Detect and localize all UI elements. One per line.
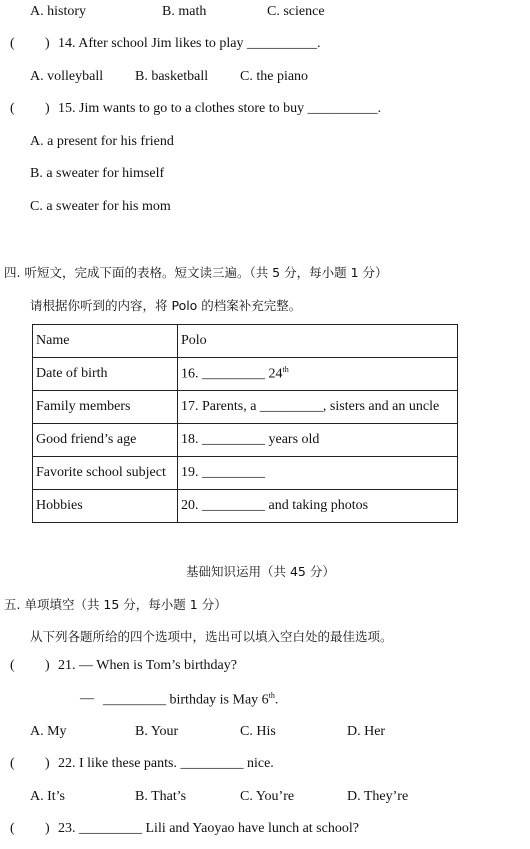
table-label-cell: Good friend’s age	[33, 424, 178, 457]
q21-answer-text: _________ birthday is May 6	[103, 692, 269, 708]
table-label-cell: Family members	[33, 391, 178, 424]
section5-heading: 五. 单项填空（共 15 分，每小题 1 分）	[4, 597, 227, 612]
table-value-cell: Polo	[178, 325, 458, 358]
table-value-cell: 19. _________	[178, 457, 458, 490]
q23-answer-paren-open: (	[10, 821, 15, 836]
q14-answer-paren-open: (	[10, 36, 15, 51]
part-title: 基础知识运用（共 45 分）	[186, 564, 335, 579]
table-row	[33, 457, 458, 490]
q14-option-b: B. basketball	[135, 69, 209, 84]
q13-option-a: A. history	[30, 4, 86, 19]
table-row	[33, 490, 458, 523]
q22-option-c: C. You’re	[240, 789, 295, 804]
q22-answer-paren-close: )	[45, 756, 50, 771]
q13-option-b: B. math	[162, 4, 207, 19]
q21-answer-dash: —	[80, 691, 94, 706]
q22-option-d: D. They’re	[347, 789, 409, 804]
section4-instruction: 请根据你听到的内容，将 Polo 的档案补充完整。	[30, 298, 302, 313]
q13-option-c: C. science	[267, 4, 325, 19]
table-value-cell: 18. _________ years old	[178, 424, 458, 457]
q23-answer-paren-close: )	[45, 821, 50, 836]
table-value-cell: 17. Parents, a _________, sisters and an uncle	[178, 391, 458, 424]
table-row	[33, 424, 458, 457]
q21-answer-paren-open: (	[10, 658, 15, 673]
polo-profile-table	[32, 324, 458, 523]
table-value-cell: 20. _________ and taking photos	[178, 490, 458, 523]
section4-heading: 四. 听短文，完成下面的表格。短文读三遍。（共 5 分，每小题 1 分）	[4, 265, 388, 280]
table-value-cell	[178, 358, 458, 391]
table-label-cell: Favorite school subject	[33, 457, 178, 490]
q15-question: 15. Jim wants to go to a clothes store to buy __________.	[58, 101, 382, 116]
q21-option-b: B. Your	[135, 724, 179, 739]
q14-option-a: A. volleyball	[30, 69, 104, 84]
q15-answer-paren-open: (	[10, 101, 15, 116]
q21-answer-paren-close: )	[45, 658, 50, 673]
q15-option-a: A. a present for his friend	[30, 134, 174, 149]
table-label-cell: Date of birth	[33, 358, 178, 391]
q22-option-b: B. That’s	[135, 789, 187, 804]
ordinal-suffix: th	[268, 691, 275, 700]
q22-answer-paren-open: (	[10, 756, 15, 771]
q21-option-c: C. His	[240, 724, 276, 739]
q15-option-c: C. a sweater for his mom	[30, 199, 171, 214]
q21-answer-period: .	[274, 692, 279, 708]
q14-question: 14. After school Jim likes to play __________.	[58, 36, 321, 51]
table-label-cell: Hobbies	[33, 490, 178, 523]
q14-answer-paren-close: )	[45, 36, 50, 51]
q15-answer-paren-close: )	[45, 101, 50, 116]
q21-option-d: D. Her	[347, 724, 386, 739]
ordinal-suffix: th	[282, 365, 289, 375]
q22-question: 22. I like these pants. _________ nice.	[58, 756, 274, 771]
q21-question: 21. — When is Tom’s birthday?	[58, 658, 237, 673]
table-value-text: 16. _________ 24	[181, 366, 283, 382]
table-row	[33, 325, 458, 358]
q21-answer-line	[103, 691, 278, 709]
table-row	[33, 391, 458, 424]
q14-option-c: C. the piano	[240, 69, 309, 84]
q22-option-a: A. It’s	[30, 789, 65, 804]
section5-instruction: 从下列各题所给的四个选项中，选出可以填入空白处的最佳选项。	[30, 629, 393, 644]
q15-option-b: B. a sweater for himself	[30, 166, 165, 181]
table-row	[33, 358, 458, 391]
table-label-cell: Name	[33, 325, 178, 358]
q21-option-a: A. My	[30, 724, 67, 739]
q23-question: 23. _________ Lili and Yaoyao have lunch at school?	[58, 821, 359, 836]
